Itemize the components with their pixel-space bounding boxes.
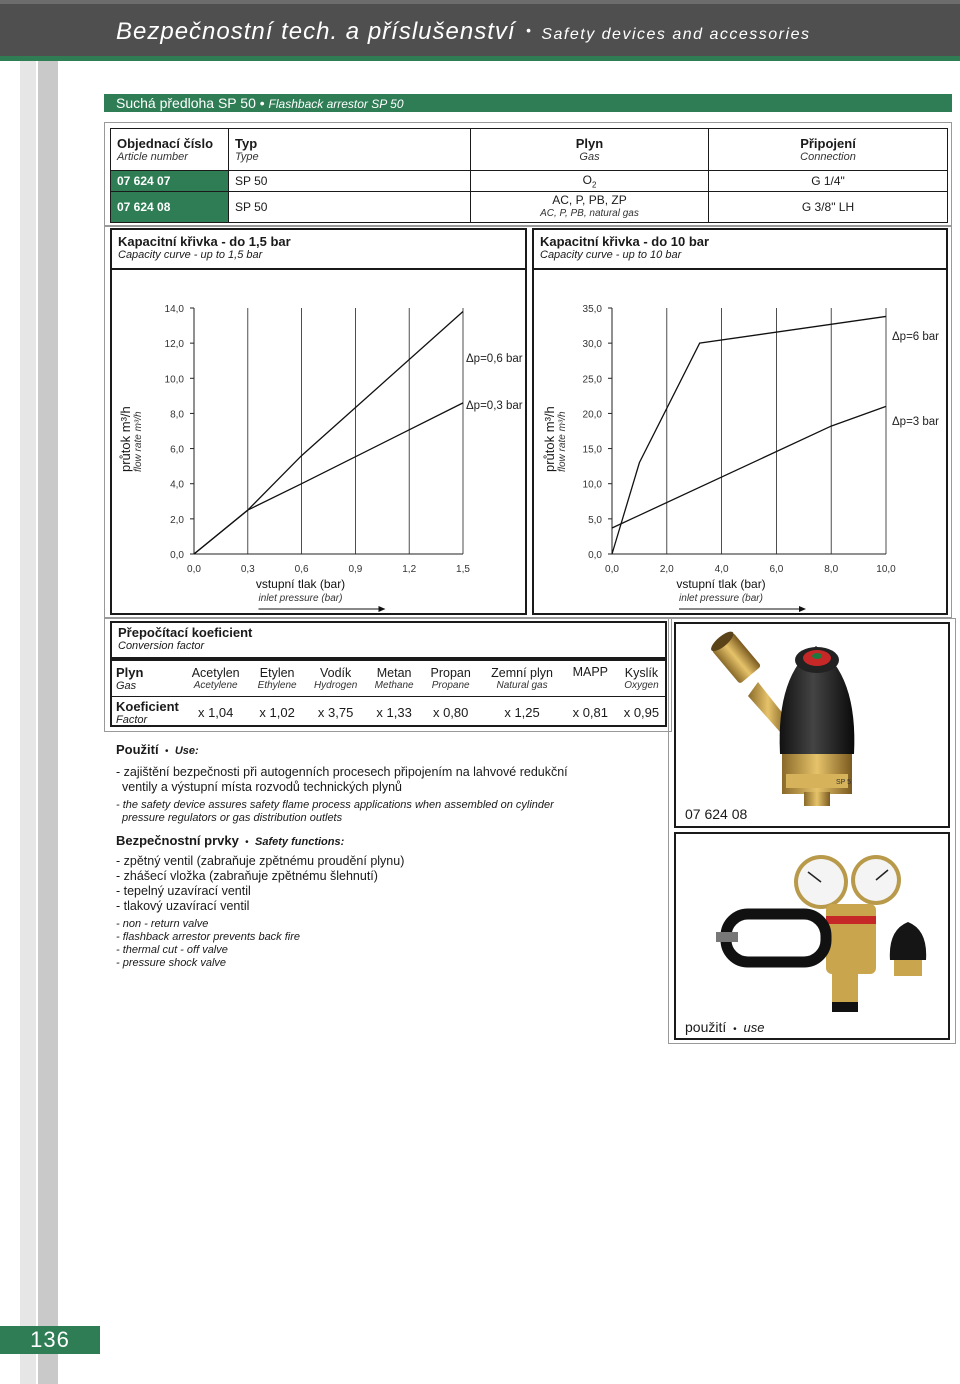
- factor-value: x 0,95: [616, 696, 667, 728]
- conversion-title-cz: Přepočítací koeficient: [118, 625, 253, 640]
- series-label: Δp=3 bar: [892, 416, 940, 428]
- x-axis-label-en: inlet pressure (bar): [258, 593, 343, 604]
- gas-name-en: Natural gas: [496, 680, 548, 692]
- chart1-subtitle: Capacity curve - up to 1,5 bar: [118, 249, 263, 261]
- x-tick-label: 10,0: [876, 564, 896, 575]
- safety-heading-cz: Bezpečnostní prvky: [116, 833, 239, 848]
- gas-cell: [471, 192, 709, 223]
- use-caption-en: use: [743, 1020, 765, 1035]
- header-accent: [0, 0, 960, 4]
- device-label: SP 5: [836, 779, 852, 786]
- chart1-title-box: [110, 228, 527, 270]
- product-caption: 07 624 08: [685, 806, 748, 822]
- x-axis-label: vstupní tlak (bar): [676, 577, 766, 591]
- spec-header-article: [111, 129, 229, 171]
- gas-value: AC, P, PB, ZP: [552, 193, 627, 208]
- chart2-ylabel-cz: průtok m³/h: [542, 406, 557, 472]
- y-tick-label: 12,0: [164, 339, 184, 351]
- gas-label-en: Gas: [116, 680, 137, 693]
- safety-item-en: - non - return valve: [116, 918, 209, 930]
- x-arrow-head-icon: [379, 606, 386, 612]
- header-green-line: [0, 56, 960, 61]
- gas-cell: [471, 171, 709, 192]
- spec-header-connection: [709, 129, 948, 171]
- factor-value: x 1,33: [366, 696, 422, 728]
- x-tick-label: 1,5: [456, 564, 470, 575]
- x-tick-label: 1,2: [402, 564, 417, 575]
- use-photo-frame: [674, 832, 950, 1040]
- chart1-title: Kapacitní křivka - do 1,5 bar: [118, 234, 291, 249]
- y-tick-label: 2,0: [170, 514, 184, 526]
- x-tick-label: 0,0: [187, 564, 201, 575]
- section-separator: •: [259, 95, 265, 111]
- spec-row: [111, 192, 948, 223]
- x-tick-label: 6,0: [769, 564, 784, 575]
- use-text-cz: - zajištění bezpečnosti při autogenních procesech připojením na lahvové redukční: [116, 765, 568, 779]
- gas-name: Vodík: [320, 666, 352, 681]
- x-tick-label: 0,0: [605, 564, 619, 575]
- y-tick-label: 25,0: [582, 374, 602, 386]
- y-tick-label: 6,0: [170, 444, 184, 456]
- header-title-cz: Bezpečnostní tech. a příslušenství: [116, 18, 516, 45]
- article-header-cz: Objednací číslo: [117, 136, 214, 151]
- use-heading-en: Use:: [174, 745, 199, 757]
- y-tick-label: 8,0: [170, 409, 184, 421]
- page-side-stripe: [38, 56, 58, 1384]
- use-caption-dot: •: [733, 1024, 737, 1035]
- gas-header-en: Gas: [579, 151, 600, 163]
- factor-value: x 1,02: [249, 696, 305, 728]
- series-line: [194, 312, 463, 554]
- y-tick-label: 30,0: [582, 339, 602, 351]
- flashback-arrestor-image: [676, 624, 948, 826]
- use-text-en: - the safety device assures safety flame process applications when assembled on cylinder: [116, 799, 554, 811]
- conversion-gas-row: [110, 662, 667, 696]
- use-text-en: pressure regulators or gas distribution outlets: [122, 812, 343, 824]
- series-line: [612, 406, 886, 528]
- factor-value: x 0,81: [565, 696, 616, 728]
- chart2-title: Kapacitní křivka - do 10 bar: [540, 234, 710, 249]
- factor-value: x 0,80: [422, 696, 479, 728]
- section-title-en: Flashback arrestor SP 50: [268, 97, 404, 111]
- safety-item-cz: - zhášecí vložka (zabraňuje zpětnému šlehnutí): [116, 869, 378, 883]
- series-label: Δp=0,6 bar: [466, 353, 523, 365]
- factor-label-cell: [110, 696, 182, 728]
- header-title-en: Safety devices and accessories: [541, 26, 811, 43]
- article-header-en: Article number: [117, 151, 188, 163]
- x-tick-label: 0,9: [348, 564, 363, 575]
- y-tick-label: 0,0: [170, 550, 184, 561]
- use-heading-dot: •: [164, 746, 169, 757]
- conversion-table: [110, 662, 667, 728]
- y-tick-label: 5,0: [588, 514, 602, 526]
- gas-name-cell: [249, 662, 305, 696]
- spec-header-gas: [471, 129, 709, 171]
- connection-header-en: Connection: [800, 151, 856, 163]
- spec-header-row: [111, 129, 948, 171]
- safety-item-en: - flashback arrestor prevents back fire: [116, 931, 301, 943]
- x-tick-label: 8,0: [824, 564, 839, 575]
- factor-label-cz: Koeficient: [116, 698, 179, 714]
- factor-value: x 3,75: [305, 696, 366, 728]
- gas-label-cell: [110, 662, 182, 696]
- chart1-ylabel-cz: průtok m³/h: [118, 406, 133, 472]
- use-text-cz: ventily a výstupní místa rozvodů technických plynů: [122, 780, 402, 794]
- page-side-stripe-light: [20, 56, 36, 1384]
- use-heading: [116, 742, 656, 759]
- product-photo-frame: [674, 622, 950, 828]
- y-tick-label: 35,0: [582, 304, 602, 315]
- x-arrow-head-icon: [799, 606, 806, 612]
- gas-name: Propan: [430, 666, 471, 681]
- spec-header-type: [229, 129, 471, 171]
- y-tick-label: 15,0: [582, 444, 602, 456]
- gas-name-cell: [366, 662, 422, 696]
- safety-item-cz: - tepelný uzavírací ventil: [116, 884, 251, 898]
- gas-label-cz: Plyn: [116, 665, 144, 681]
- gas-name-en: Acetylene: [193, 680, 238, 692]
- connection-header-cz: Připojení: [800, 136, 856, 151]
- gas-name-en: Propane: [431, 680, 470, 692]
- gas-name: Etylen: [259, 666, 295, 681]
- gas-header-cz: Plyn: [575, 136, 604, 151]
- gas-name-cell: [479, 662, 564, 696]
- safety-heading-dot: •: [245, 837, 249, 848]
- gas-name: MAPP: [572, 665, 608, 679]
- gas-name-cell: [305, 662, 366, 696]
- y-tick-label: 10,0: [582, 479, 602, 491]
- safety-item-cz: - tlakový uzavírací ventil: [116, 899, 250, 913]
- y-tick-label: 20,0: [582, 409, 602, 421]
- use-caption-cz: použití: [685, 1019, 727, 1035]
- safety-item-en: - pressure shock valve: [116, 957, 227, 969]
- type-header-en: Type: [235, 151, 259, 163]
- x-tick-label: 0,6: [294, 564, 309, 575]
- series-line: [194, 403, 463, 554]
- regulator-assembly-image: [676, 834, 948, 1014]
- gas-name-cell: [182, 662, 249, 696]
- gas-name: Kyslík: [624, 666, 659, 681]
- chart2-ylabel-en: flow rate m³/h: [557, 411, 568, 472]
- y-tick-label: 4,0: [170, 479, 184, 491]
- factor-label-en: Factor: [116, 713, 148, 726]
- gas-subscript: 2: [591, 180, 597, 190]
- safety-item-en: - thermal cut - off valve: [116, 944, 228, 956]
- gas-name: Metan: [376, 666, 412, 681]
- gas-name: Acetylen: [191, 666, 240, 681]
- gas-name-en: Ethylene: [257, 680, 297, 692]
- chart2-subtitle: Capacity curve - up to 10 bar: [540, 249, 682, 261]
- header-separator: •: [525, 22, 531, 38]
- gas-name-en: Hydrogen: [313, 680, 358, 692]
- connection-cell: G 1/4": [709, 171, 948, 192]
- article-number-cell: 07 624 07: [111, 171, 229, 192]
- type-cell: SP 50: [229, 192, 471, 223]
- gas-name: Zemní plyn: [491, 666, 553, 681]
- chart1-ylabel-en: flow rate m³/h: [133, 411, 144, 472]
- safety-heading: [116, 833, 656, 850]
- y-tick-label: 10,0: [164, 374, 184, 386]
- x-tick-label: 0,3: [240, 564, 255, 575]
- chart1-plot: [110, 270, 527, 615]
- chart2-plot: [532, 270, 948, 615]
- gas-name-cell: [565, 662, 616, 696]
- x-tick-label: 4,0: [714, 564, 729, 575]
- gas-value: O: [582, 173, 592, 187]
- conversion-factor-row: [110, 696, 667, 728]
- article-number-cell: 07 624 08: [111, 192, 229, 223]
- type-header-cz: Typ: [235, 136, 258, 151]
- spec-row: [111, 171, 948, 192]
- series-line: [612, 316, 886, 554]
- series-label: Δp=6 bar: [892, 331, 940, 343]
- gas-name-cell: [422, 662, 479, 696]
- y-tick-label: 0,0: [588, 550, 602, 561]
- gas-name-en: Methane: [374, 680, 414, 692]
- page-header: [0, 0, 960, 56]
- x-axis-label-en: inlet pressure (bar): [679, 593, 763, 604]
- safety-heading-en: Safety functions:: [255, 836, 345, 848]
- type-cell: SP 50: [229, 171, 471, 192]
- connection-cell: G 3/8" LH: [709, 192, 948, 223]
- chart2-title-box: [532, 228, 948, 270]
- y-tick-label: 14,0: [164, 304, 184, 315]
- use-heading-cz: Použití: [116, 742, 159, 757]
- header-title: [116, 18, 810, 46]
- spec-table: [110, 128, 948, 223]
- section-title-cz: Suchá předloha SP 50: [116, 95, 256, 111]
- factor-value: x 1,04: [182, 696, 249, 728]
- series-label: Δp=0,3 bar: [466, 400, 523, 412]
- use-caption: [685, 1019, 765, 1035]
- factor-value: x 1,25: [479, 696, 564, 728]
- page-number: 136: [0, 1326, 100, 1354]
- conversion-title-box: [110, 621, 667, 659]
- section-title-bar: [104, 94, 952, 112]
- gas-value-en: AC, P, PB, natural gas: [540, 208, 639, 220]
- safety-item-cz: - zpětný ventil (zabraňuje zpětnému proudění plynu): [116, 854, 405, 868]
- gas-name-cell: [616, 662, 667, 696]
- conversion-title-en: Conversion factor: [118, 640, 205, 652]
- gas-name-en: Oxygen: [624, 680, 659, 692]
- use-section: [116, 742, 656, 970]
- x-axis-label: vstupní tlak (bar): [255, 577, 346, 591]
- x-tick-label: 2,0: [659, 564, 674, 575]
